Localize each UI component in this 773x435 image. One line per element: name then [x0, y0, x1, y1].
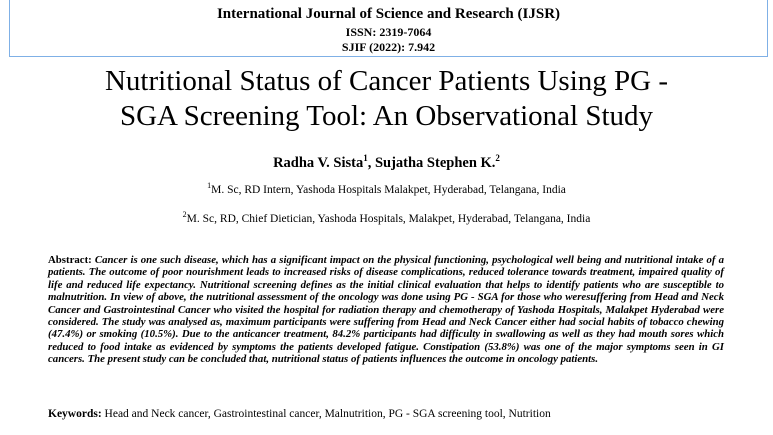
- keywords: [48, 408, 748, 420]
- affiliation-2-text: M. Sc, RD, Chief Dietician, Yashoda Hospitals, Malakpet, Hyderabad, Telangana, India: [186, 212, 591, 225]
- abstract-text: Cancer is one such disease, which has a significant impact on the physical functioning, psychological well being and nutritional intake of a patients. The outcome of poor nourishment leads to increased risks of disease complications, reduced tolerance towards treatment, impaired quality of life and reduced life expectancy. Nutritional screening defines as the initial clinical evaluation that helps to identify patients who are susceptible to malnutrition. In view of above, the nutritional assessment of the oncology was done using PG - SGA for those who weresuffering from Head and Neck Cancer and Gastrointestinal Cancer who visited the hospital for radiation therapy and chemotherapy of Yashoda Hospitals, Malakpet Hyderabad were considered. The study was analysed as, maximum participants were suffering from Head and Neck Cancer either had social habits of tobacco chewing (47.4%) or smoking (10.5%). Due to the anticancer treatment, 84.2% participants had difficulty in swallowing as well as they had mouth sores which reduced to food intake as evidenced by symptoms the patients developed fatigue. Constipation (53.8%) was one of the major symptoms seen in GI cancers. The present study can be concluded that, nutritional status of patients influences the outcome in oncology patients.: [48, 254, 724, 366]
- author-1-name: Radha V. Sista: [273, 154, 364, 171]
- author-2-affil-mark: 2: [495, 153, 500, 163]
- paper-title-line-2: SGA Screening Tool: An Observational Study: [119, 100, 654, 132]
- journal-name: International Journal of Science and Research (IJSR): [216, 6, 561, 22]
- paper-title-line-1: Nutritional Status of Cancer Patients Using PG -: [104, 65, 669, 97]
- affiliation-2-mark: 2: [182, 210, 187, 219]
- author-list: [0, 153, 773, 172]
- affiliation-1-text: M. Sc, RD Intern, Yashoda Hospitals Malakpet, Hyderabad, Telangana, India: [211, 183, 566, 196]
- affiliation-1: [0, 181, 773, 196]
- paper-title: [20, 64, 753, 134]
- abstract-label: Abstract:: [48, 254, 92, 266]
- affiliation-2: [0, 210, 773, 225]
- keywords-text: Head and Neck cancer, Gastrointestinal cancer, Malnutrition, PG - SGA screening tool, Nutrition: [104, 408, 551, 420]
- journal-header: [9, 0, 768, 57]
- abstract: [48, 254, 724, 366]
- journal-sjif: SJIF (2022): 7.942: [341, 40, 436, 54]
- keywords-label: Keywords:: [48, 408, 102, 420]
- author-2-name: Sujatha Stephen K.: [374, 154, 496, 171]
- affiliation-1-mark: 1: [207, 181, 212, 190]
- author-separator: ,: [367, 154, 375, 171]
- journal-issn: ISSN: 2319-7064: [345, 25, 432, 39]
- author-1-affil-mark: 1: [363, 153, 368, 163]
